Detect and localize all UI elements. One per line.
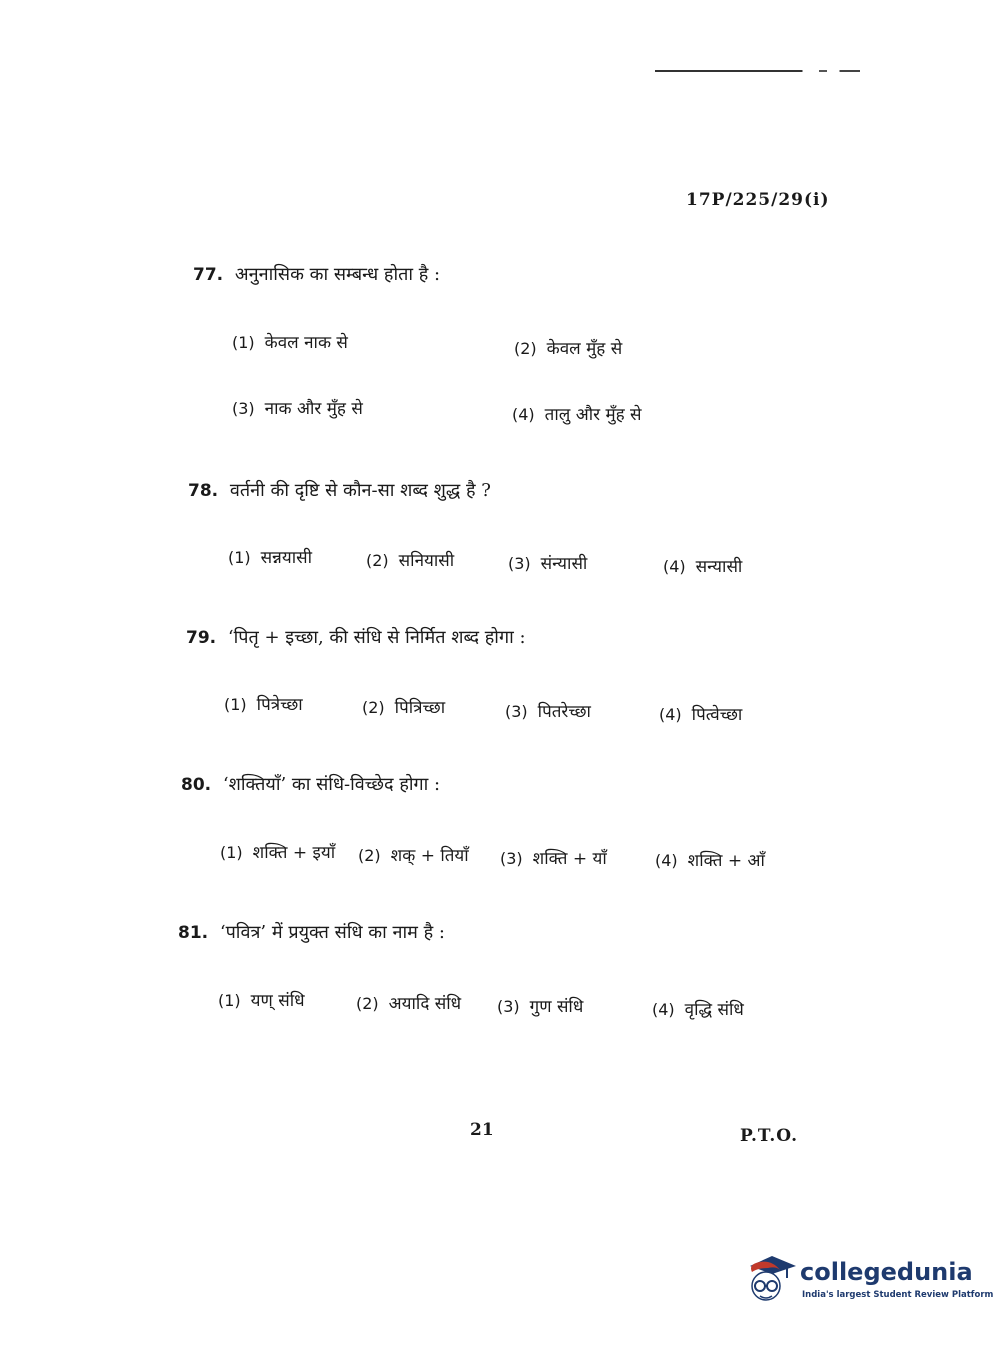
question-number: 80. — [181, 775, 212, 795]
option: (1) सन्नयासी — [228, 548, 313, 568]
option: (2) केवल मुँह से — [514, 339, 623, 359]
option: (3) शक्ति + याँ — [500, 849, 607, 869]
option: (1) यण् संधि — [218, 991, 305, 1011]
question-77 — [193, 262, 440, 286]
question-number: 78. — [188, 481, 219, 501]
option: (1) शक्ति + इयाँ — [220, 843, 336, 863]
logo-name: collegedunia — [800, 1258, 973, 1286]
paper-code: 17P/225/29(i) — [686, 190, 830, 210]
pto-label: P.T.O. — [740, 1126, 798, 1146]
option: (3) पितरेच्छा — [505, 702, 591, 722]
mascot-icon — [742, 1250, 798, 1310]
option: (1) केवल नाक से — [232, 333, 348, 353]
page-number: 21 — [470, 1120, 494, 1140]
question-text: अनुनासिक का सम्बन्ध होता है : — [234, 264, 441, 285]
option: (4) वृद्धि संधि — [652, 1000, 744, 1020]
logo-tagline: India's largest Student Review Platform — [802, 1290, 994, 1300]
question-text: ‘पवित्र’ में प्रयुक्त संधि का नाम है : — [219, 922, 445, 943]
option: (2) शक् + तियाँ — [358, 846, 469, 866]
question-79 — [186, 625, 526, 649]
question-text: वर्तनी की दृष्टि से कौन-सा शब्द शुद्ध है ? — [229, 480, 491, 501]
question-text: ‘शक्तियाँ’ का संधि-विच्छेद होगा : — [222, 774, 441, 795]
question-78 — [188, 478, 491, 502]
question-text: ‘पितृ + इच्छा, की संधि से निर्मित शब्द होगा : — [227, 627, 526, 648]
option: (3) गुण संधि — [497, 997, 584, 1017]
question-80 — [181, 772, 440, 796]
top-rule — [655, 70, 860, 72]
option: (4) शक्ति + आँ — [655, 851, 765, 871]
option: (1) पित्रेच्छा — [224, 695, 303, 715]
option: (3) संन्यासी — [508, 554, 588, 574]
collegedunia-logo — [742, 1250, 994, 1310]
option: (2) अयादि संधि — [356, 994, 462, 1014]
question-number: 81. — [178, 923, 209, 943]
option: (3) नाक और मुँह से — [232, 399, 363, 419]
option: (4) तालु और मुँह से — [512, 405, 642, 425]
question-81 — [178, 920, 445, 944]
option: (4) पित्वेच्छा — [659, 705, 743, 725]
question-number: 79. — [186, 628, 217, 648]
option: (4) सन्यासी — [663, 557, 743, 577]
question-number: 77. — [193, 265, 224, 285]
option: (2) सनियासी — [366, 551, 455, 571]
option: (2) पित्रिच्छा — [362, 698, 446, 718]
